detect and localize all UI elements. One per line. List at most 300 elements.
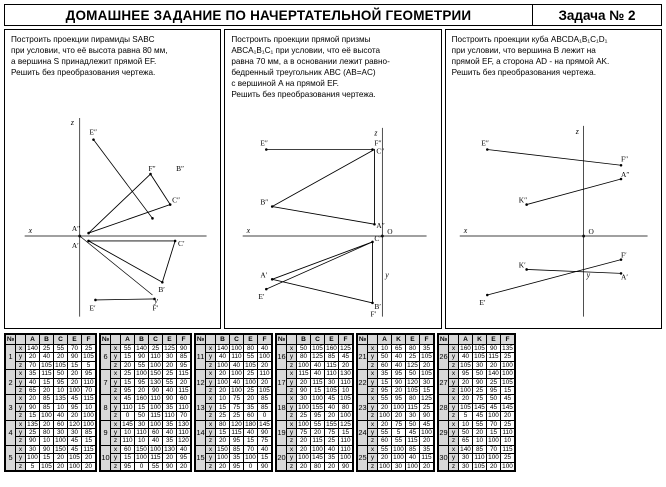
coordinate-cell: 95 [230, 437, 244, 445]
axis-label: x [111, 370, 121, 378]
coordinate-cell: 145 [312, 454, 323, 462]
coordinate-cell: 85 [40, 395, 54, 403]
coordinate-cell: 95 [487, 387, 501, 395]
variant-number: 3 [6, 395, 16, 420]
table-header-row [358, 335, 434, 345]
axis-label: x [206, 420, 216, 428]
coordinate-cell: 25 [406, 353, 420, 361]
table-row [6, 454, 96, 462]
label-E1: E′ [89, 303, 96, 313]
coordinate-cell: 35 [26, 370, 40, 378]
table-header-row [6, 335, 96, 345]
coordinate-cell: 95 [230, 462, 244, 470]
coordinate-cell: 115 [407, 437, 418, 445]
axis-label: z [16, 412, 26, 420]
coordinate-cell: 20 [54, 454, 68, 462]
coordinate-cell: 110 [83, 378, 94, 386]
axis-label: z [368, 387, 378, 395]
coordinate-cell: 40 [40, 353, 54, 361]
coordinate-cell: 15 [121, 353, 135, 361]
axis-label: x [206, 395, 216, 403]
variant-number: 22 [358, 370, 368, 395]
coordinate-cell: 110 [502, 429, 513, 437]
coordinate-cell: 30 [325, 378, 339, 386]
col-header: C [230, 335, 244, 345]
coordinate-cell: 60 [177, 395, 191, 403]
col-header: K [473, 335, 487, 345]
col-header: № [439, 336, 448, 343]
coordinate-cell: 80 [339, 403, 353, 411]
table-row [439, 387, 515, 395]
coordinate-cell: 55 [135, 361, 149, 369]
coordinate-cell: 150 [150, 370, 161, 378]
col-header: F [258, 335, 272, 345]
axis-label: x [449, 395, 459, 403]
axis-label: x [287, 420, 297, 428]
coordinate-cell: 115 [178, 387, 189, 395]
axis-label: x [111, 445, 121, 453]
label-B2: B″ [260, 197, 269, 207]
table-row [196, 395, 272, 403]
coordinate-cell: 105 [83, 353, 94, 361]
table-row [6, 370, 96, 378]
coordinate-cell: 115 [178, 370, 189, 378]
coordinate-cell: 55 [244, 353, 258, 361]
coordinate-cell: 20 [339, 361, 353, 369]
label-O: O [387, 227, 393, 237]
col-header [287, 335, 297, 345]
coordinate-cell: 80 [40, 429, 54, 437]
axis-label: y [449, 353, 459, 361]
axis-label: x [16, 445, 26, 453]
coordinate-cell: 40 [216, 353, 230, 361]
coordinate-cell: 100 [231, 345, 242, 352]
variant-number: 19 [277, 420, 287, 445]
coordinate-cell: 75 [258, 437, 272, 445]
axis-label: z [111, 437, 121, 445]
coordinate-cell: 105 [312, 345, 323, 352]
axis-label: x [287, 345, 297, 353]
col-header: K [392, 335, 406, 345]
variant-number: 24 [358, 420, 368, 445]
label-K2: K″ [518, 195, 527, 205]
coordinate-cell: 105 [41, 462, 52, 470]
variant-number: 6 [101, 345, 111, 370]
coordinate-cell: 30 [297, 395, 311, 403]
table-row [101, 412, 191, 420]
table-row [196, 378, 272, 386]
coordinate-cell: 35 [163, 420, 177, 428]
coordinate-cell: 10 [82, 403, 96, 411]
coordinate-cell: 55 [378, 445, 392, 453]
coordinate-cell: 15 [501, 387, 515, 395]
col-header [449, 335, 459, 345]
coordinate-cell: 80 [311, 462, 325, 470]
table-header-row [439, 335, 515, 345]
coordinate-cell: 20 [40, 387, 54, 395]
coordinate-cell: 40 [163, 387, 177, 395]
coordinate-cell: 25 [244, 370, 258, 378]
coordinate-cell: 10 [135, 437, 149, 445]
coordinate-cell: 105 [421, 370, 432, 378]
table-4 [275, 333, 354, 472]
coordinate-cell: 50 [473, 370, 487, 378]
table-6-grid [438, 334, 515, 471]
coordinate-cell: 85 [325, 353, 339, 361]
coordinate-cell: 15 [378, 378, 392, 386]
axis-label: z [206, 412, 216, 420]
label-A2: A″ [71, 224, 81, 234]
axis-label: z [111, 387, 121, 395]
axis-label: x [449, 420, 459, 428]
coordinate-cell: 80 [244, 345, 258, 353]
coordinate-cell: 125 [164, 345, 175, 352]
coordinate-cell: 145 [122, 420, 133, 428]
axis-label: x [368, 420, 378, 428]
coordinate-cell: 85 [258, 403, 272, 411]
coordinate-cell: 20 [216, 437, 230, 445]
variant-number: 26 [439, 345, 449, 370]
label-A1: A′ [620, 272, 628, 282]
coordinate-cell: 150 [217, 445, 228, 453]
coordinate-cell: 110 [178, 403, 189, 411]
coordinate-cell: 55 [378, 429, 392, 437]
label-E2: E″ [481, 138, 489, 148]
coordinate-cell: 20 [54, 353, 68, 361]
axis-label: z [368, 462, 378, 470]
label-E2: E″ [260, 138, 269, 148]
coordinate-cell: 105 [474, 345, 485, 352]
table-row [277, 378, 353, 386]
coordinate-cell: 5 [26, 462, 40, 470]
axis-label: y [368, 378, 378, 386]
table-row [439, 378, 515, 386]
coordinate-cell: 135 [55, 395, 66, 403]
coordinate-cell: 150 [136, 445, 147, 453]
label-z: z [575, 126, 579, 136]
coordinate-cell: 90 [339, 462, 353, 470]
coordinate-cell: 15 [82, 437, 96, 445]
coordinate-cell: 20 [297, 437, 311, 445]
table-row [6, 403, 96, 411]
coordinate-cell: 20 [216, 387, 230, 395]
coordinate-cell: 20 [297, 378, 311, 386]
coordinate-cell: 100 [150, 361, 161, 369]
coordinate-cell: 155 [312, 403, 323, 411]
coordinate-cell: 10 [473, 437, 487, 445]
axis-label: z [287, 412, 297, 420]
label-x: x [246, 226, 251, 236]
coordinate-cell: 95 [135, 378, 149, 386]
coordinate-cell: 20 [258, 361, 272, 369]
coordinate-cell: 20 [487, 462, 501, 470]
coordinate-cell: 20 [487, 361, 501, 369]
table-row [196, 353, 272, 361]
variant-number: 27 [439, 370, 449, 395]
problem-3-drawing [446, 30, 661, 328]
coordinate-cell: 30 [459, 454, 473, 462]
problem-1-line-2: при условии, что её высота равна 80 мм, [11, 46, 168, 55]
variant-number: 16 [277, 345, 287, 370]
coordinate-cell: 25 [121, 370, 135, 378]
variant-number: 23 [358, 395, 368, 420]
table-row [196, 462, 272, 470]
coordinate-cell: 140 [27, 345, 38, 352]
table-row [101, 370, 191, 378]
problem-2-line-1: Построить проекции прямой призмы [231, 35, 371, 44]
table-row [101, 420, 191, 428]
coordinate-cell: 125 [421, 395, 432, 403]
table-row [277, 454, 353, 462]
coordinate-cell: 95 [378, 387, 392, 395]
coordinate-cell: 25 [244, 387, 258, 395]
axis-label: z [111, 412, 121, 420]
axis-label: y [206, 429, 216, 437]
coordinate-cell: 20 [54, 462, 68, 470]
table-3 [194, 333, 273, 472]
coordinate-cell: 125 [340, 420, 351, 428]
col-header: B [135, 335, 149, 345]
label-F1: F′ [152, 303, 159, 313]
col-header: A [121, 335, 135, 345]
axis-label: y [206, 403, 216, 411]
coordinate-cell: 95 [82, 370, 96, 378]
coordinate-cell: 100 [312, 395, 323, 403]
coordinate-cell: 20 [459, 378, 473, 386]
label-A2: A″ [620, 170, 630, 180]
table-row [277, 353, 353, 361]
table-row [439, 445, 515, 453]
table-row [196, 387, 272, 395]
problem-2-line-5: с вершиной A на прямой EF. [231, 79, 339, 88]
table-row [439, 412, 515, 420]
table-row [439, 437, 515, 445]
coordinate-cell: 30 [26, 445, 40, 453]
coordinate-cell: 100 [298, 420, 309, 428]
coordinate-cell: 55 [311, 420, 325, 428]
coordinate-cell: 135 [502, 345, 513, 352]
coordinate-cell: 80 [406, 345, 420, 353]
col-header: A [26, 335, 40, 345]
coordinate-cell: 75 [230, 395, 244, 403]
variant-number: 11 [196, 345, 206, 370]
coordinate-cell: 20 [378, 420, 392, 428]
axis-label: y [287, 353, 297, 361]
variant-number: 5 [6, 445, 16, 470]
variant-number: 29 [439, 420, 449, 445]
axis-label: y [449, 378, 459, 386]
table-header-row [277, 335, 353, 345]
table-row [277, 403, 353, 411]
axis-label: z [111, 361, 121, 369]
coordinate-cell: 0 [135, 462, 149, 470]
coordinate-cell: 105 [340, 395, 351, 403]
variant-tables [4, 333, 662, 472]
coordinate-cell: 110 [259, 370, 270, 378]
variant-number: 8 [101, 395, 111, 420]
coordinate-cell: 20 [420, 462, 434, 470]
coordinate-cell: 85 [473, 445, 487, 453]
coordinate-cell: 20 [177, 462, 191, 470]
axis-label: z [368, 437, 378, 445]
coordinate-cell: 90 [177, 345, 191, 353]
col-header: C [149, 335, 163, 345]
coordinate-cell: 20 [68, 370, 82, 378]
coordinate-cell: 95 [121, 462, 135, 470]
coordinate-cell: 110 [326, 370, 337, 378]
axis-label: y [368, 429, 378, 437]
coordinate-cell: 35 [163, 437, 177, 445]
problem-1-line-4: Решить без преобразования чертежа. [11, 68, 156, 77]
axis-label: y [287, 429, 297, 437]
coordinate-cell: 35 [244, 403, 258, 411]
coordinate-cell: 20 [216, 370, 230, 378]
table-row [196, 345, 272, 353]
coordinate-cell: 25 [163, 370, 177, 378]
coordinate-cell: 25 [26, 429, 40, 437]
table-row [358, 437, 434, 445]
col-header [111, 335, 121, 345]
coordinate-cell: 65 [392, 345, 406, 353]
coordinate-cell: 100 [231, 387, 242, 395]
axis-label: x [368, 345, 378, 353]
coordinate-cell: 25 [230, 412, 244, 420]
label-F1: F′ [370, 309, 377, 319]
axis-label: x [111, 345, 121, 353]
coordinate-cell: 40 [311, 361, 325, 369]
coordinate-cell: 100 [69, 387, 80, 395]
coordinate-cell: 40 [244, 429, 258, 437]
coordinate-cell: 100 [217, 378, 228, 386]
coordinate-cell: 145 [502, 403, 513, 411]
coordinate-cell: 5 [459, 412, 473, 420]
label-C1: C′ [178, 238, 185, 248]
label-z: z [70, 117, 74, 127]
coordinate-cell: 25 [473, 387, 487, 395]
coordinate-cell: 90 [297, 387, 311, 395]
coordinate-cell: 180 [245, 420, 256, 428]
label-F2: F″ [148, 164, 156, 174]
label-E1: E′ [479, 297, 486, 307]
coordinate-cell: 35 [230, 454, 244, 462]
coordinate-cell: 70 [244, 445, 258, 453]
label-B1: B′ [374, 301, 382, 311]
label-A1: A′ [260, 270, 268, 280]
variant-number: 7 [101, 370, 111, 395]
coordinate-cell: 15 [339, 429, 353, 437]
coordinate-cell: 125 [407, 361, 418, 369]
coordinate-cell: 75 [392, 420, 406, 428]
coordinate-cell: 30 [54, 429, 68, 437]
label-y: y [154, 295, 158, 305]
col-header: E [487, 335, 501, 345]
coordinate-cell: 85 [258, 395, 272, 403]
table-row [277, 345, 353, 353]
coordinate-cell: 30 [420, 378, 434, 386]
variant-number: 15 [196, 445, 206, 470]
coordinate-cell: 35 [420, 345, 434, 353]
axis-label: x [368, 370, 378, 378]
table-row [358, 420, 434, 428]
coordinate-cell: 120 [178, 437, 189, 445]
axis-label: z [206, 462, 216, 470]
coordinate-cell: 100 [245, 378, 256, 386]
coordinate-cell: 50 [459, 429, 473, 437]
coordinate-cell: 105 [407, 387, 418, 395]
coordinate-cell: 20 [459, 395, 473, 403]
coordinate-cell: 90 [68, 353, 82, 361]
axis-label: z [16, 387, 26, 395]
coordinate-cell: 20 [121, 361, 135, 369]
axis-label: z [287, 462, 297, 470]
coordinate-cell: 110 [164, 412, 175, 420]
coordinate-cell: 95 [392, 395, 406, 403]
coordinate-cell: 40 [325, 445, 339, 453]
col-header: E [325, 335, 339, 345]
coordinate-cell: 95 [68, 403, 82, 411]
label-x: x [28, 226, 33, 236]
table-row [439, 403, 515, 411]
table-row [277, 395, 353, 403]
axis-label: z [206, 387, 216, 395]
coordinate-cell: 110 [150, 395, 161, 403]
coordinate-cell: 55 [149, 462, 163, 470]
axis-label: y [368, 353, 378, 361]
coordinate-cell: 105 [474, 353, 485, 361]
coordinate-cell: 45 [121, 395, 135, 403]
axis-label: z [206, 437, 216, 445]
coordinate-cell: 20 [82, 462, 96, 470]
coordinate-cell: 105 [259, 387, 270, 395]
problem-1-drawing [5, 30, 220, 328]
coordinate-cell: 25 [149, 345, 163, 353]
coordinate-cell: 45 [68, 445, 82, 453]
coordinate-cell: 40 [459, 353, 473, 361]
col-header: E [163, 335, 177, 345]
coordinate-cell: 115 [326, 361, 337, 369]
coordinate-cell: 100 [488, 412, 499, 420]
variant-number: 14 [196, 420, 206, 445]
col-header: E [244, 335, 258, 345]
coordinate-cell: 40 [258, 345, 272, 353]
table-6 [437, 333, 516, 472]
coordinate-cell: 100 [259, 353, 270, 361]
variant-number: 9 [101, 420, 111, 445]
table-row [101, 462, 191, 470]
table-row [6, 353, 96, 361]
axis-label: y [111, 429, 121, 437]
coordinate-cell: 20 [378, 403, 392, 411]
table-1 [4, 333, 97, 472]
coordinate-cell: 130 [340, 370, 351, 378]
coordinate-cell: 20 [311, 429, 325, 437]
table-row [358, 445, 434, 453]
coordinate-cell: 105 [326, 387, 337, 395]
coordinate-cell: 90 [163, 462, 177, 470]
coordinate-cell: 75 [230, 403, 244, 411]
coordinate-cell: 75 [473, 395, 487, 403]
coordinate-cell: 60 [54, 420, 68, 428]
coordinate-cell: 90 [40, 445, 54, 453]
coordinate-cell: 140 [488, 370, 499, 378]
table-row [358, 353, 434, 361]
axis-label: y [449, 454, 459, 462]
axis-label: z [449, 361, 459, 369]
axis-label: x [368, 445, 378, 453]
coordinate-cell: 60 [244, 412, 258, 420]
coordinate-cell: 40 [177, 445, 191, 453]
problem-1-line-1: Построить проекции пирамиды SABC [11, 35, 155, 44]
